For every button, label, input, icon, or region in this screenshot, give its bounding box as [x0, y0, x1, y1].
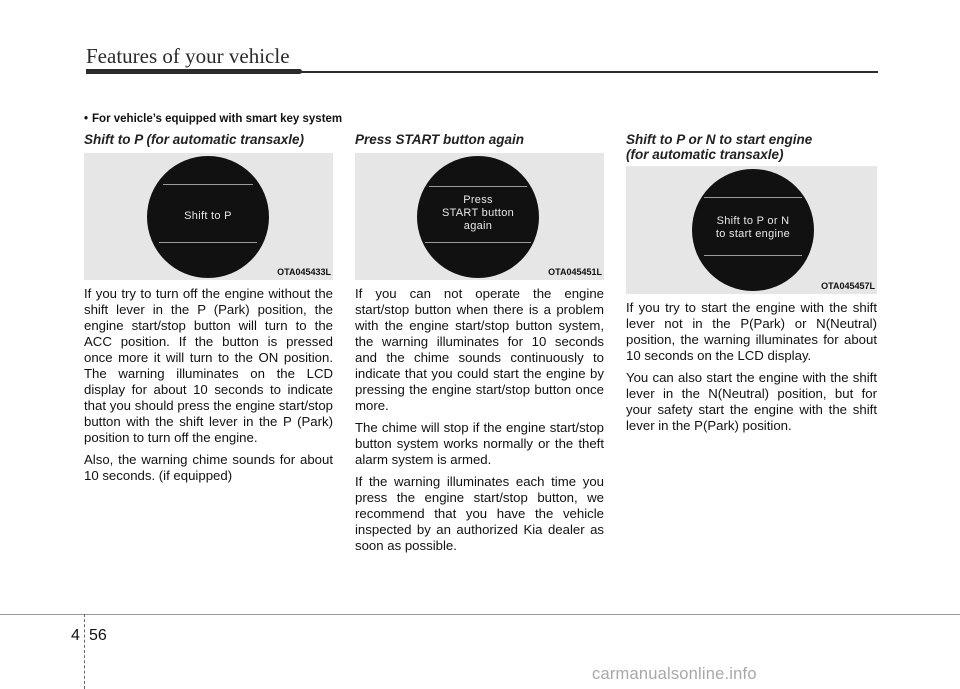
lcd-figure-shift-to-p-or-n — [626, 166, 877, 294]
page-header-title: Features of your vehicle — [86, 44, 290, 68]
section-shift-to-p — [84, 132, 334, 147]
chapter-number: 4 — [71, 627, 80, 644]
paragraph: If you can not operate the engine start/stop button when there is a problem with the engine start/stop button system, the warning illuminates for 10 seconds and the chime sounds continuously to indicate that you could start the engine by pressing the engine start/stop button once more. — [355, 286, 604, 413]
header-accent-bar — [86, 69, 302, 74]
lcd-figure-press-start — [355, 153, 604, 280]
note-text: For vehicle’s equipped with smart key system — [92, 113, 343, 125]
section-heading: Shift to P or N to start engine (for automatic transaxle) — [626, 132, 813, 162]
display-line-bottom — [425, 242, 531, 243]
paragraph: If you try to start the engine with the shift lever not in the P(Park) or N(Neutral) position, the warning illuminates for about 10 seconds on the LCD display. — [626, 300, 877, 363]
lcd-display-disc — [147, 156, 269, 278]
lcd-message: Press START button again — [441, 194, 515, 232]
smart-key-note — [84, 113, 342, 125]
lcd-display-disc — [692, 169, 814, 291]
paragraph: You can also start the engine with the shift lever in the N(Neutral) position, but for your safety start the engine with the shift lever in the P(Park) position. — [626, 370, 877, 433]
figure-id-label: OTA045451L — [548, 267, 602, 277]
section-heading: Shift to P (for automatic transaxle) — [84, 132, 305, 147]
paragraph: Also, the warning chime sounds for about 10 seconds. (if equipped) — [84, 452, 333, 483]
lcd-figure-shift-to-p — [84, 153, 333, 280]
lcd-message: Shift to P or N to start engine — [715, 215, 791, 240]
section-shift-to-p-or-n — [626, 132, 876, 162]
display-line-bottom — [704, 255, 802, 256]
section-body — [626, 300, 877, 440]
lcd-display-disc — [417, 156, 539, 278]
section-press-start-again — [355, 132, 605, 147]
section-body — [84, 286, 333, 490]
paragraph: If you try to turn off the engine without the shift lever in the P (Park) position, the engine start/stop button will turn to the ACC position. If the button is pressed once more it will turn to the ON position. The warning illuminates on the LCD display for about 10 seconds to indicate that you should press the engine start/stop button with the shift lever in the P (Park) position to turn off the engine. — [84, 286, 333, 445]
paragraph: If the warning illuminates each time you press the engine start/stop button, we recommend that you have the vehicle inspected by an authorized Kia dealer as soon as possible. — [355, 474, 604, 553]
page-number: 56 — [89, 627, 107, 644]
footer-rule — [0, 614, 960, 615]
watermark: carmanualsonline.info — [592, 665, 757, 683]
section-heading: Press START button again — [355, 132, 525, 147]
paragraph: The chime will stop if the engine start/stop button system works normally or the theft alarm system is armed. — [355, 420, 604, 467]
display-line-top — [163, 184, 253, 185]
header-rule — [300, 71, 878, 73]
display-line-top — [704, 197, 802, 198]
lcd-message: Shift to P — [184, 210, 232, 222]
section-body — [355, 286, 604, 560]
display-line-top — [429, 186, 527, 187]
bullet-icon: • — [84, 113, 89, 125]
footer-divider — [84, 614, 85, 689]
display-line-bottom — [159, 242, 257, 243]
figure-id-label: OTA045433L — [277, 267, 331, 277]
figure-id-label: OTA045457L — [821, 281, 875, 291]
